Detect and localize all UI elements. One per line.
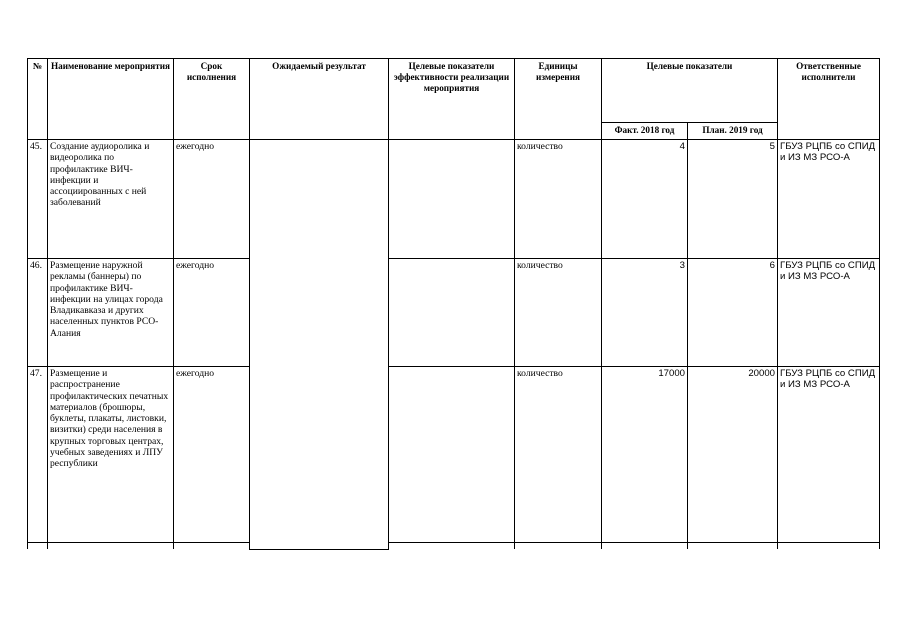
row-term: ежегодно (174, 140, 250, 259)
col-header-fact: Факт. 2018 год (602, 123, 688, 140)
continuation-cell (389, 543, 515, 550)
row-indicators (389, 259, 515, 367)
table-continuation (28, 543, 880, 550)
continuation-cell (48, 543, 174, 550)
continuation-cell (688, 543, 778, 550)
row-responsible: ГБУЗ РЦПБ со СПИД и ИЗ МЗ РСО-А (778, 140, 880, 259)
row-name: Создание аудиоролика и видеоролика по профилактике ВИЧ-инфекции и ассоциированных с ней заболеваний (48, 140, 174, 259)
col-header-indicators: Целевые показатели эффективности реализации мероприятия (389, 59, 515, 140)
continuation-cell (515, 543, 602, 550)
col-header-result: Ожидаемый результат (250, 59, 389, 140)
row-num: 46. (28, 259, 48, 367)
row-num: 47. (28, 367, 48, 543)
row-units: количество (515, 259, 602, 367)
row-units: количество (515, 367, 602, 543)
table-row (28, 140, 880, 259)
activities-table (27, 58, 880, 550)
row-term: ежегодно (174, 367, 250, 543)
table-row (28, 259, 880, 367)
row-units: количество (515, 140, 602, 259)
row-term: ежегодно (174, 259, 250, 367)
row-plan: 20000 (688, 367, 778, 543)
continuation-cell (28, 543, 48, 550)
table-row (28, 367, 880, 543)
col-header-name: Наименование мероприятия (48, 59, 174, 140)
col-header-term: Срок исполнения (174, 59, 250, 140)
row-responsible: ГБУЗ РЦПБ со СПИД и ИЗ МЗ РСО-А (778, 367, 880, 543)
row-responsible: ГБУЗ РЦПБ со СПИД и ИЗ МЗ РСО-А (778, 259, 880, 367)
continuation-cell (778, 543, 880, 550)
row-plan: 6 (688, 259, 778, 367)
row-fact: 3 (602, 259, 688, 367)
row-plan: 5 (688, 140, 778, 259)
expected-result-cell (250, 140, 389, 550)
row-fact: 17000 (602, 367, 688, 543)
row-indicators (389, 140, 515, 259)
col-header-responsible: Ответственные исполнители (778, 59, 880, 140)
row-name: Размещение и распространение профилактических печатных материалов (брошюры, буклеты, плакаты, листовки, визитки) среди населения в крупных торговых центрах, учебных заведениях и ЛПУ республики (48, 367, 174, 543)
row-name: Размещение наружной рекламы (баннеры) по профилактике ВИЧ-инфекции на улицах города Владикавказа и других населенных пунктов РСО-Алания (48, 259, 174, 367)
col-header-num: № (28, 59, 48, 140)
row-fact: 4 (602, 140, 688, 259)
col-header-targets: Целевые показатели (602, 59, 778, 123)
continuation-cell (602, 543, 688, 550)
row-indicators (389, 367, 515, 543)
col-header-plan: План. 2019 год (688, 123, 778, 140)
col-header-units: Единицы измерения (515, 59, 602, 140)
row-num: 45. (28, 140, 48, 259)
continuation-cell (174, 543, 250, 550)
